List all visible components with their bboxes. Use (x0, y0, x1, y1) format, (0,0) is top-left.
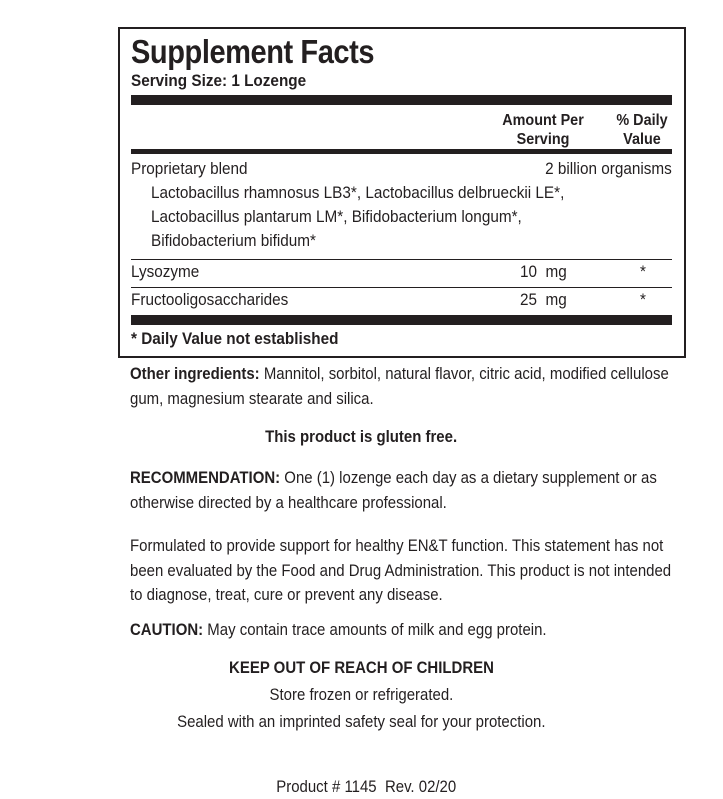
header-amount-line1: Amount Per (502, 112, 584, 129)
blend-ingredients-line: Bifidobacterium bifidum* (151, 231, 316, 250)
caution (130, 618, 676, 643)
nutrient-daily-value: * (640, 290, 646, 309)
product-code (0, 751, 723, 799)
caution-label: CAUTION: (130, 620, 204, 639)
keep-out-warning (0, 656, 723, 680)
blend-ingredients-line: Lactobacillus plantarum LM*, Bifidobacterium longum*, (151, 207, 522, 226)
recommendation (130, 466, 676, 515)
nutrient-name: Fructooligosaccharides (131, 290, 289, 309)
header-dv-line2: Value (623, 131, 661, 148)
header-daily-value (608, 111, 676, 149)
other-ingredients (130, 362, 676, 411)
header-amount-line2: Serving (516, 131, 570, 148)
recommendation-text: One (1) lozenge each day as a dietary supplement or as otherwise directed by a healthcare professional. (130, 468, 657, 512)
nutrient-amount: 25 mg (520, 290, 567, 309)
safety-seal-note (0, 710, 723, 734)
nutrient-amount: 2 billion organisms (545, 159, 672, 178)
product-code-text: Product # 1145 Rev. 02/20 (276, 777, 457, 796)
nutrient-name: Proprietary blend (131, 159, 248, 178)
nutrient-daily-value: * (640, 262, 646, 281)
gluten-free-statement (0, 425, 723, 449)
header-amount-per-serving (495, 111, 590, 149)
row-divider (131, 259, 672, 260)
header-dv-line1: % Daily (616, 112, 668, 129)
thick-rule-bottom (131, 315, 672, 325)
nutrient-amount: 10 mg (520, 262, 567, 281)
other-ingredients-text: Mannitol, sorbitol, natural flavor, citric acid, modified cellulose gum, magnesium stearate and silica. (130, 364, 669, 408)
serving-size: Serving Size: 1 Lozenge (131, 71, 307, 90)
caution-text: May contain trace amounts of milk and egg protein. (203, 620, 547, 639)
fda-statement: Formulated to provide support for healthy EN&T function. This statement has not been evaluated by the Food and Drug Administration. This product is not intended to diagnose, treat, cure or prevent any disease. (130, 536, 672, 604)
gluten-free-text: This product is gluten free. (265, 427, 458, 446)
recommendation-label: RECOMMENDATION: (130, 468, 281, 487)
nutrient-name: Lysozyme (131, 262, 200, 281)
thick-rule-top (131, 95, 672, 105)
safety-seal-text: Sealed with an imprinted safety seal for your protection. (177, 712, 546, 731)
blend-ingredients-line: Lactobacillus rhamnosus LB3*, Lactobacillus delbrueckii LE*, (151, 183, 565, 202)
other-ingredients-label: Other ingredients: (130, 364, 260, 383)
keep-out-text: KEEP OUT OF REACH OF CHILDREN (229, 658, 494, 677)
daily-value-footnote: * Daily Value not established (131, 329, 339, 348)
storage-instruction (0, 683, 723, 707)
panel-title: Supplement Facts (131, 33, 375, 70)
medium-rule (131, 149, 672, 154)
storage-text: Store frozen or refrigerated. (269, 685, 454, 704)
supplement-facts-panel (118, 27, 686, 358)
